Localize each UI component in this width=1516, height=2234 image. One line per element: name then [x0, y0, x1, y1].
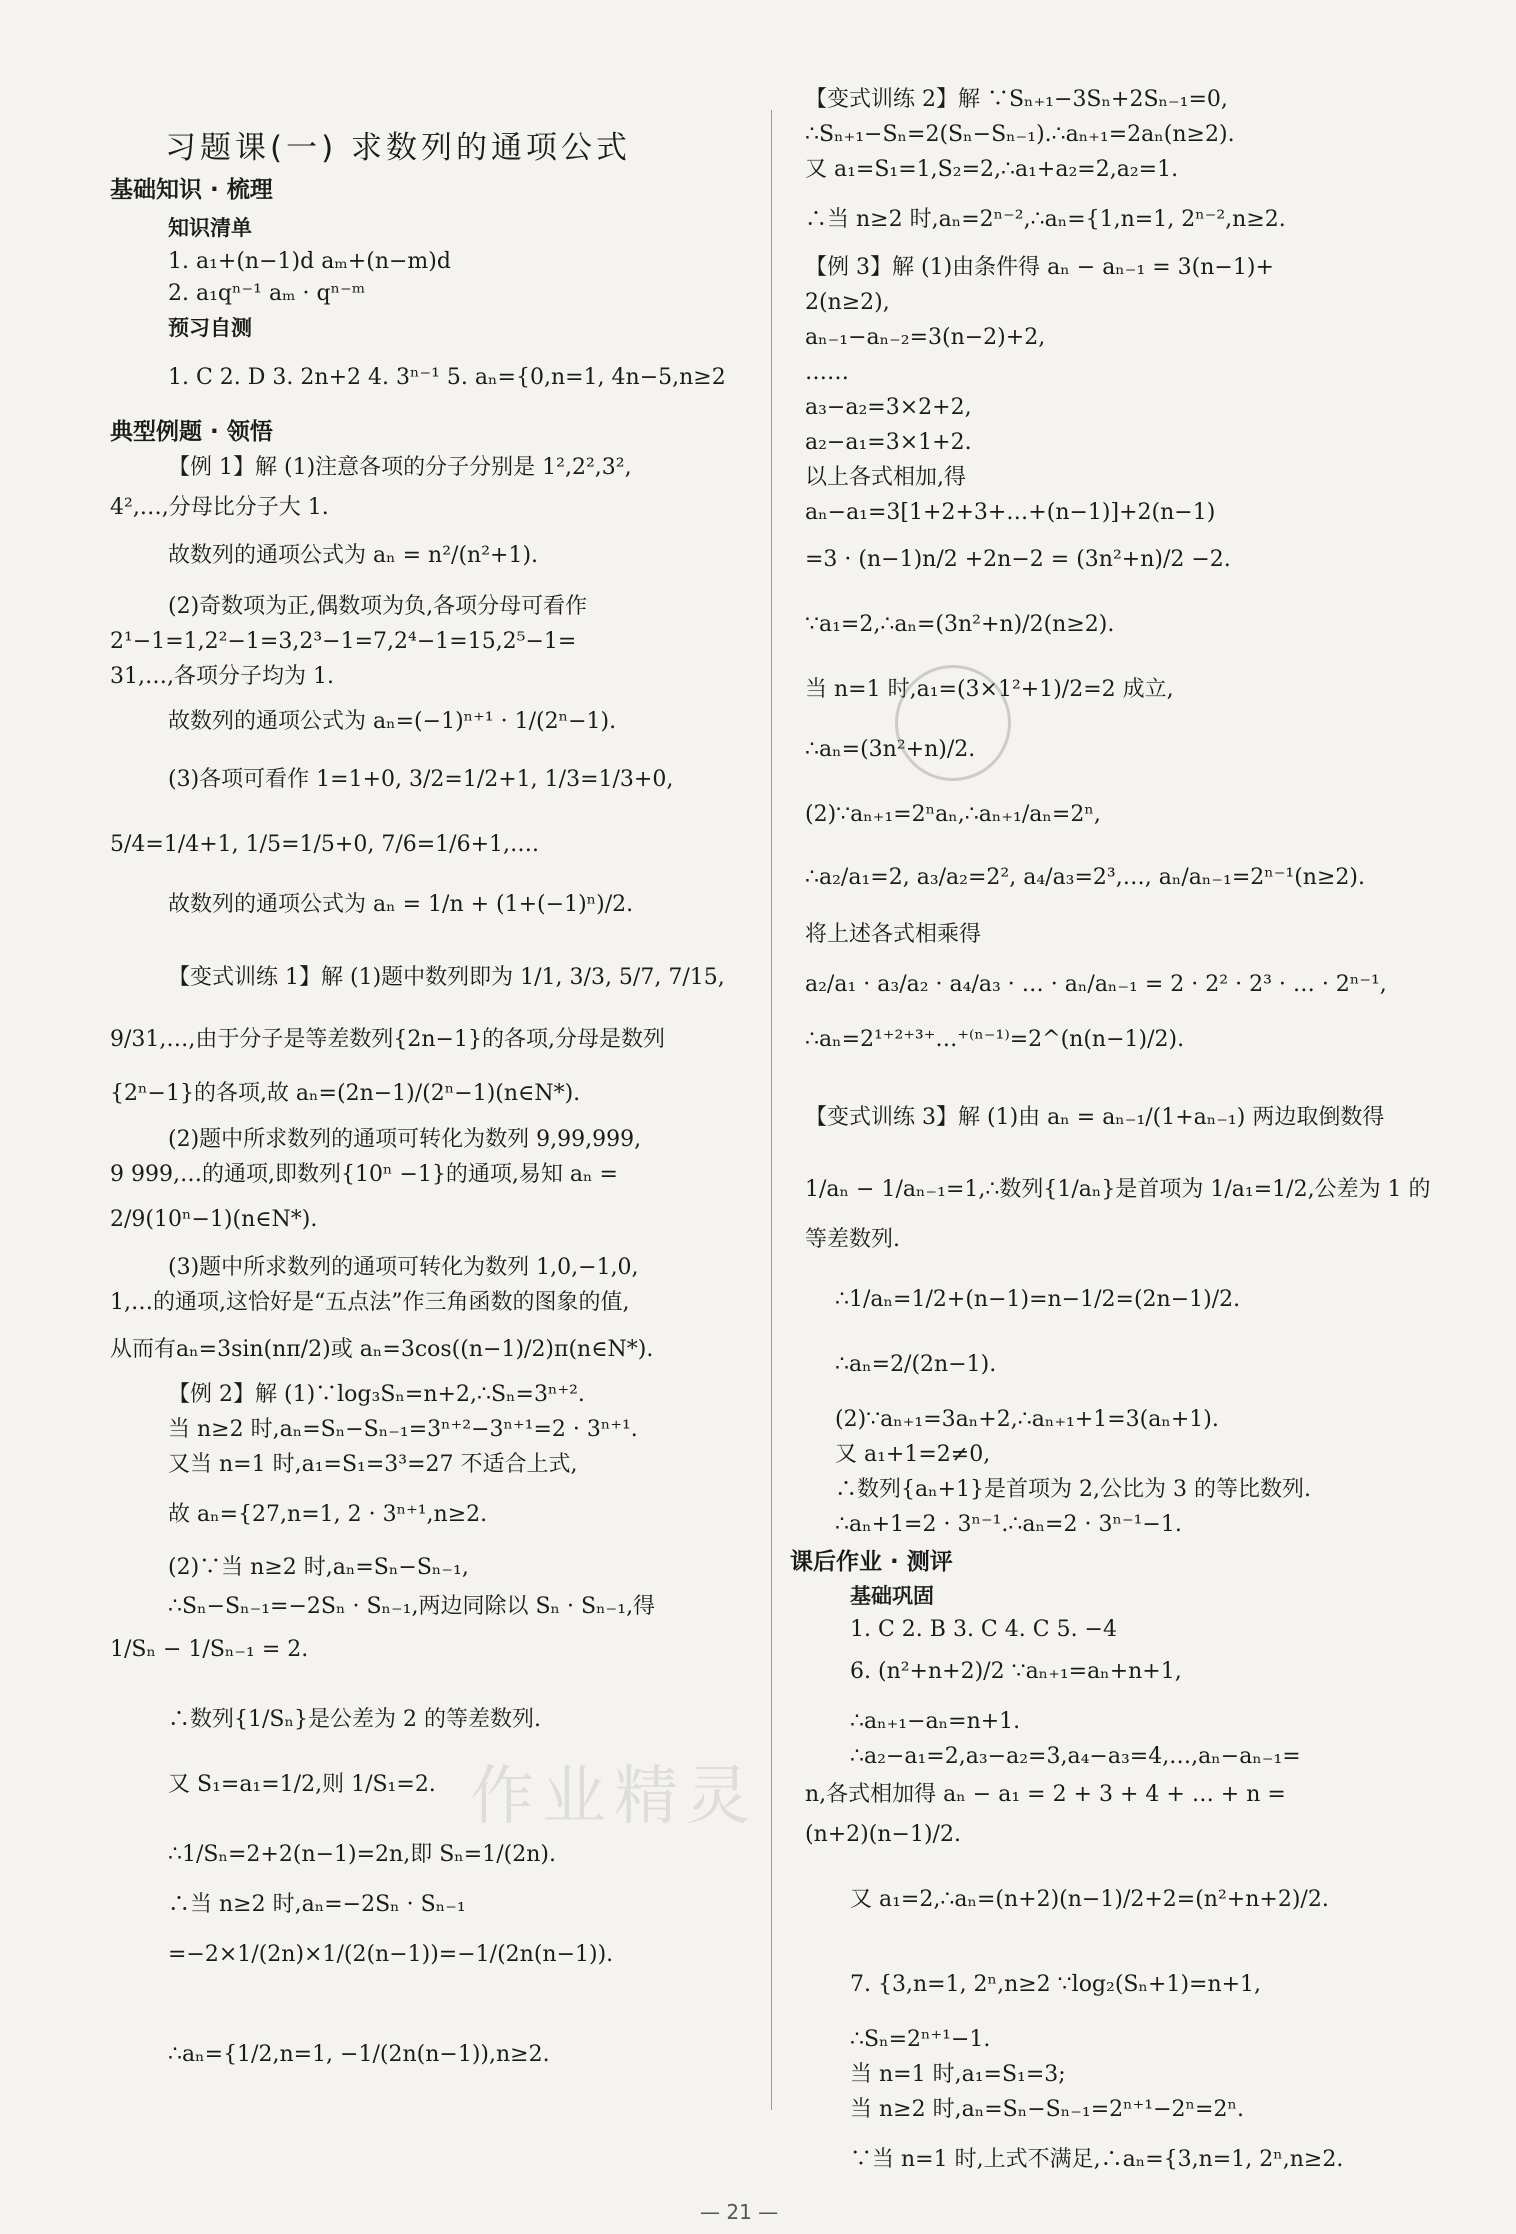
left-text-line: 1/Sₙ − 1/Sₙ₋₁ = 2.: [110, 1637, 309, 1662]
left-text-line: (2)题中所求数列的通项可转化为数列 9,99,999,: [168, 1127, 642, 1152]
left-text-line: 1,…的通项,这恰好是“五点法”作三角函数的图象的值,: [110, 1290, 630, 1315]
left-text-line: 基础知识 · 梳理: [110, 177, 273, 203]
right-text-line: 以上各式相加,得: [805, 465, 966, 490]
column-divider: [771, 110, 772, 2110]
right-text-line: 当 n≥2 时,aₙ=Sₙ−Sₙ₋₁=2ⁿ⁺¹−2ⁿ=2ⁿ.: [850, 2097, 1244, 2122]
right-text-line: 【变式训练 2】解 ∵Sₙ₊₁−3Sₙ+2Sₙ₋₁=0,: [805, 87, 1228, 112]
left-text-line: 2/9(10ⁿ−1)(n∈N*).: [110, 1207, 318, 1232]
left-text-line: ∴当 n≥2 时,aₙ=−2Sₙ · Sₙ₋₁: [168, 1892, 466, 1917]
left-text-line: 又当 n=1 时,a₁=S₁=3³=27 不适合上式,: [168, 1452, 578, 1477]
right-text-line: ∴a₂−a₁=2,a₃−a₂=3,a₄−a₃=4,…,aₙ−aₙ₋₁=: [850, 1744, 1301, 1769]
left-text-line: 【例 1】解 (1)注意各项的分子分别是 1²,2²,3²,: [168, 455, 632, 480]
left-text-line: (3)各项可看作 1=1+0, 3/2=1/2+1, 1/3=1/3+0,: [168, 767, 674, 792]
left-text-line: 【变式训练 1】解 (1)题中数列即为 1/1, 3/3, 5/7, 7/15,: [168, 965, 725, 990]
left-text-line: 故数列的通项公式为 aₙ=(−1)ⁿ⁺¹ · 1/(2ⁿ−1).: [168, 709, 617, 734]
right-text-line: =3 · (n−1)n/2 +2n−2 = (3n²+n)/2 −2.: [805, 547, 1231, 572]
left-text-line: 知识清单: [168, 216, 252, 240]
right-text-line: 又 a₁=2,∴aₙ=(n+2)(n−1)/2+2=(n²+n+2)/2.: [850, 1887, 1329, 1912]
right-text-line: 基础巩固: [850, 1584, 934, 1608]
left-text-line: 9 999,…的通项,即数列{10ⁿ −1}的通项,易知 aₙ =: [110, 1162, 618, 1187]
right-text-line: a₃−a₂=3×2+2,: [805, 395, 972, 420]
right-text-line: 1/aₙ − 1/aₙ₋₁=1,∴数列{1/aₙ}是首项为 1/a₁=1/2,公差为 1 的: [805, 1177, 1431, 1202]
right-text-line: ∵a₁=2,∴aₙ=(3n²+n)/2(n≥2).: [805, 612, 1115, 637]
left-text-line: 预习自测: [168, 316, 252, 340]
right-text-line: ∴Sₙ₊₁−Sₙ=2(Sₙ−Sₙ₋₁).∴aₙ₊₁=2aₙ(n≥2).: [805, 122, 1235, 147]
right-text-line: ∴Sₙ=2ⁿ⁺¹−1.: [850, 2027, 991, 2052]
left-text-line: 2¹−1=1,2²−1=3,2³−1=7,2⁴−1=15,2⁵−1=: [110, 629, 577, 654]
right-text-line: ∴aₙ=2/(2n−1).: [835, 1352, 997, 1377]
right-text-line: 等差数列.: [805, 1227, 900, 1252]
left-text-line: (2)∵当 n≥2 时,aₙ=Sₙ−Sₙ₋₁,: [168, 1555, 469, 1580]
right-text-line: ∴aₙ₊₁−aₙ=n+1.: [850, 1709, 1021, 1734]
left-text-line: ∴Sₙ−Sₙ₋₁=−2Sₙ · Sₙ₋₁,两边同除以 Sₙ · Sₙ₋₁,得: [168, 1594, 656, 1619]
right-text-line: 当 n=1 时,a₁=(3×1²+1)/2=2 成立,: [805, 677, 1174, 702]
right-text-line: ∴aₙ=2¹⁺²⁺³⁺…⁺⁽ⁿ⁻¹⁾=2^(n(n−1)/2).: [805, 1027, 1185, 1052]
right-text-line: ……: [805, 360, 849, 385]
right-text-line: 课后作业 · 测评: [790, 1549, 953, 1575]
left-text-line: 又 S₁=a₁=1/2,则 1/S₁=2.: [168, 1772, 436, 1797]
right-text-line: 【例 3】解 (1)由条件得 aₙ − aₙ₋₁ = 3(n−1)+: [805, 255, 1274, 280]
left-text-line: 1. a₁+(n−1)d aₘ+(n−m)d: [168, 249, 451, 274]
left-text-line: ∴数列{1/Sₙ}是公差为 2 的等差数列.: [168, 1707, 541, 1732]
left-text-line: 故 aₙ={27,n=1, 2 · 3ⁿ⁺¹,n≥2.: [168, 1502, 488, 1527]
left-text-line: 5/4=1/4+1, 1/5=1/5+0, 7/6=1/6+1,….: [110, 832, 539, 857]
left-text-line: 从而有aₙ=3sin(nπ/2)或 aₙ=3cos((n−1)/2)π(n∈N*).: [110, 1337, 654, 1362]
left-text-line: 9/31,…,由于分子是等差数列{2n−1}的各项,分母是数列: [110, 1027, 665, 1052]
left-text-line: 4²,…,分母比分子大 1.: [110, 495, 329, 520]
right-text-line: (2)∵aₙ₊₁=3aₙ+2,∴aₙ₊₁+1=3(aₙ+1).: [835, 1407, 1219, 1432]
right-text-line: ∴数列{aₙ+1}是首项为 2,公比为 3 的等比数列.: [835, 1477, 1312, 1502]
right-text-line: 2(n≥2),: [805, 290, 890, 315]
left-text-line: =−2×1/(2n)×1/(2(n−1))=−1/(2n(n−1)).: [168, 1942, 614, 1967]
right-text-line: ∴1/aₙ=1/2+(n−1)=n−1/2=(2n−1)/2.: [835, 1287, 1241, 1312]
right-text-line: 7. {3,n=1, 2ⁿ,n≥2 ∵log₂(Sₙ+1)=n+1,: [850, 1972, 1262, 1997]
right-text-line: ∵当 n=1 时,上式不满足,∴aₙ={3,n=1, 2ⁿ,n≥2.: [850, 2147, 1344, 2172]
right-text-line: ∴a₂/a₁=2, a₃/a₂=2², a₄/a₃=2³,…, aₙ/aₙ₋₁=2ⁿ⁻¹(n≥2).: [805, 865, 1365, 890]
left-text-line: (2)奇数项为正,偶数项为负,各项分母可看作: [168, 594, 588, 619]
right-text-line: 当 n=1 时,a₁=S₁=3;: [850, 2062, 1066, 2087]
right-text-line: ∴当 n≥2 时,aₙ=2ⁿ⁻²,∴aₙ={1,n=1, 2ⁿ⁻²,n≥2.: [805, 207, 1286, 232]
right-text-line: n,各式相加得 aₙ − a₁ = 2 + 3 + 4 + … + n =: [805, 1782, 1286, 1807]
page-number: — 21 —: [700, 2200, 779, 2224]
left-text-line: ∴aₙ={1/2,n=1, −1/(2n(n−1)),n≥2.: [168, 2042, 550, 2067]
right-text-line: aₙ₋₁−aₙ₋₂=3(n−2)+2,: [805, 325, 1046, 350]
right-text-line: a₂−a₁=3×1+2.: [805, 430, 972, 455]
right-text-line: (2)∵aₙ₊₁=2ⁿaₙ,∴aₙ₊₁/aₙ=2ⁿ,: [805, 802, 1101, 827]
left-text-line: (3)题中所求数列的通项可转化为数列 1,0,−1,0,: [168, 1255, 639, 1280]
right-text-line: 6. (n²+n+2)/2 ∵aₙ₊₁=aₙ+n+1,: [850, 1659, 1182, 1684]
right-text-line: 又 a₁+1=2≠0,: [835, 1442, 991, 1467]
left-text-line: 1. C 2. D 3. 2n+2 4. 3ⁿ⁻¹ 5. aₙ={0,n=1, 4n−5,n≥2: [168, 365, 726, 390]
right-text-line: 【变式训练 3】解 (1)由 aₙ = aₙ₋₁/(1+aₙ₋₁) 两边取倒数得: [805, 1105, 1385, 1130]
stamp-seal: [879, 649, 1028, 798]
page-title: 习题课(一) 求数列的通项公式: [165, 130, 632, 166]
left-text-line: 典型例题 · 领悟: [110, 419, 273, 445]
left-text-line: 31,…,各项分子均为 1.: [110, 664, 334, 689]
right-text-line: (n+2)(n−1)/2.: [805, 1822, 961, 1847]
left-text-line: 2. a₁qⁿ⁻¹ aₘ · qⁿ⁻ᵐ: [168, 281, 366, 306]
right-text-line: 1. C 2. B 3. C 4. C 5. −4: [850, 1617, 1117, 1642]
left-text-line: ∴1/Sₙ=2+2(n−1)=2n,即 Sₙ=1/(2n).: [168, 1842, 556, 1867]
left-text-line: 当 n≥2 时,aₙ=Sₙ−Sₙ₋₁=3ⁿ⁺²−3ⁿ⁺¹=2 · 3ⁿ⁺¹.: [168, 1417, 638, 1442]
right-text-line: ∴aₙ=(3n²+n)/2.: [805, 737, 976, 762]
right-text-line: ∴aₙ+1=2 · 3ⁿ⁻¹.∴aₙ=2 · 3ⁿ⁻¹−1.: [835, 1512, 1182, 1537]
watermark-text: 作业精灵: [470, 1760, 758, 1834]
left-text-line: 故数列的通项公式为 aₙ = n²/(n²+1).: [168, 543, 539, 568]
right-text-line: aₙ−a₁=3[1+2+3+…+(n−1)]+2(n−1): [805, 500, 1216, 525]
left-text-line: {2ⁿ−1}的各项,故 aₙ=(2n−1)/(2ⁿ−1)(n∈N*).: [110, 1081, 581, 1106]
right-text-line: 将上述各式相乘得: [805, 922, 982, 947]
right-text-line: 又 a₁=S₁=1,S₂=2,∴a₁+a₂=2,a₂=1.: [805, 157, 1179, 182]
left-text-line: 【例 2】解 (1)∵log₃Sₙ=n+2,∴Sₙ=3ⁿ⁺².: [168, 1382, 585, 1407]
right-text-line: a₂/a₁ · a₃/a₂ · a₄/a₃ · … · aₙ/aₙ₋₁ = 2 · 2² · 2³ · … · 2ⁿ⁻¹,: [805, 972, 1387, 997]
left-text-line: 故数列的通项公式为 aₙ = 1/n + (1+(−1)ⁿ)/2.: [168, 892, 634, 917]
